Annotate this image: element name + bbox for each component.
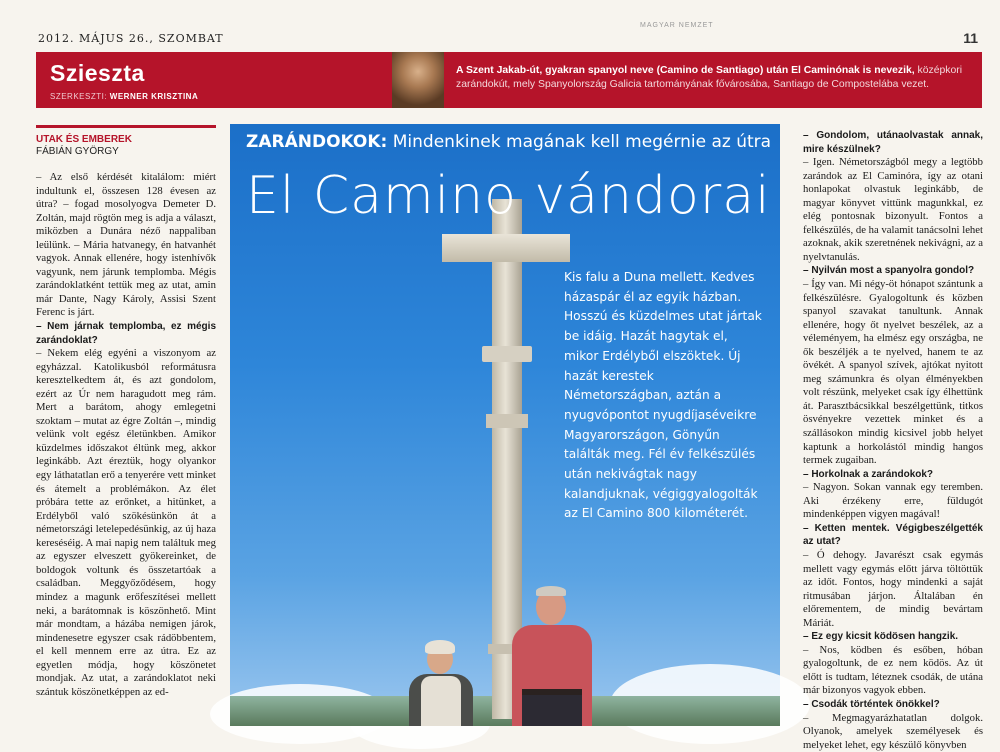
paragraph: – Nos, ködben és esőben, hóban gyalogoltunk, de ez nem ködös. Az út előtt is tudtam, léteznek csodák, de utána már bizonyos vagyok ebben. — [803, 643, 983, 697]
kicker — [246, 132, 771, 152]
banner-blurb-normal: középkori zarándokút, mely Spanyolország Galicia tartományának fővárosába, Santiago de Compostelába vezet. — [456, 65, 963, 90]
paragraph: – Igen. Németországból megy a legtöbb zarándok az El Caminóra, így az otani honlapokat olvastuk leginkább, de magyar könyvet vittünk magunkkal, ez elég pontosnak bizonyult. Fontos a felkészülés, de ha valamit tanácsolni lehet azoknak, akik szeretnének nekivágni, az a nyelvtanulás. — [803, 156, 983, 263]
lead-paragraph: Kis falu a Duna mellett. Kedves házaspár él az egyik házban. Hosszú és küzdelmes utat jártak be idáig. Hazát hagytak el, mikor Erdélyből elszöktek. Új hazát kerestek Németországban, aztán a nyugvópontot nyugdíjaséveikre Magyarországon, Gönyűn találták meg. Fél év felkészülés után nekivágtak nagy kalandjuknak, végiggyalogolták az El Camino 800 kilométerét. — [564, 270, 762, 521]
woman-vest — [421, 676, 461, 726]
section-banner — [36, 52, 982, 108]
woman-hair — [425, 640, 455, 654]
paragraph: – Így van. Mi négy-öt hónapot szántunk a felkészülésre. Gyalogoltunk és közben spanyol szavakat tanultunk. Annak ellenére, hogy őt nyelvet beszélek, az a véleményem, ha elmész egy országba, ne ők beszéljék a te nyelved, hanem te az övékét. A spanyol szívek, ajtókat nyitott meg számunkra és olyan élményekben volt részünk, melyeket csak így élhettünk át. Parasztbácsikkal beszélgettünk, titkos ösvényekre vezettek minket és a szállásokon mindig kicsivel jobb helyet kaptunk a horkolástól mindig hangos termek zugaiban. — [803, 278, 983, 467]
rubric-divider — [36, 125, 216, 128]
masthead-small: MAGYAR NEMZET — [640, 22, 714, 29]
article-body-right — [803, 129, 983, 752]
kicker-text: Mindenkinek magának kell megérnie az útra — [392, 132, 772, 152]
paragraph: – Nagyon. Sokan vannak egy teremben. Aki érzékeny erre, füldugót mindenképpen vigyen magával! — [803, 481, 983, 521]
page-number: 11 — [963, 30, 978, 46]
question: – Nem járnak templomba, ez mégis zarándoklat? — [36, 321, 216, 346]
banner-blurb-bold: A Szent Jakab-út, gyakran spanyol neve (Camino de Santiago) után El Caminónak is nevezik, — [456, 65, 915, 76]
editor-label: SZERKESZTI: — [50, 92, 108, 101]
author-byline: FÁBIÁN GYÖRGY — [36, 146, 119, 157]
section-title: Szieszta — [50, 60, 145, 86]
issue-date: 2012. MÁJUS 26., SZOMBAT — [38, 32, 224, 45]
question: – Ketten mentek. Végigbeszélgették az utat? — [803, 522, 983, 548]
question: – Csodák történtek önökkel? — [803, 698, 940, 710]
man-pilgrim — [508, 589, 596, 726]
paragraph: – Az első kérdését kitalálom: miért indultunk el, összesen 128 évesen az útra? – fogad mosolyogva Demeter D. Zoltán, majd rögtön meg is adja a választ, miközben a Dunára néző nappaliban leülünk. – Mária hatvanegy, én hatvanhét vagyok. Annak ellenére, hogy istenhívők vagyunk, nem járunk templomba. Mégis zarándoklatként tettük meg az utat, amin már Dante, Nagy Károly, Assisi Szent Ferenc is járt. — [36, 171, 216, 319]
man-trousers — [522, 695, 582, 726]
left-column — [36, 125, 216, 699]
question: – Horkolnak a zarándokok? — [803, 468, 934, 480]
section-editor — [50, 92, 198, 101]
woman-pilgrim — [405, 644, 477, 726]
banner-blurb — [456, 64, 976, 92]
stone-cross-band — [486, 414, 528, 428]
headline: El Camino vándorai — [246, 166, 771, 226]
paragraph: – Nekem elég egyéni a viszonyom az egyházzal. Katolikusból reformátusra keresztelkedtem át, és azt gondolom, ezért az Úr nem haragudott meg rám. Mert a barátom, ahogy emlegetni szoktam – mutat az égre Zoltán –, mindig velünk volt egész életünkben. Amikor küzdelmes időszakot éltünk meg, akkor leginkább. Azt éreztük, hogy olyankor egy láthatatlan erő a tenyerére vett minket és átemelt a problémákon. Az élet próbára tette az erőnket, a hitünket, a Erdélyből való szökésünkön át a németországi letelepedésünkig, az új haza kereséséig. A mai napig nem találtuk meg az egyszer elveszett gyökereinket, de boldogok voltunk és összetartóak a családban. Meggyőződésem, hogy mindez a magunk erőfeszítései mellett neki, a barátomnak is köszönhető. Mint már mondtam, a házába nemigen járok, mindenesetre egyszer csak rádöbbentem, el kell mennem erre az útra. Ez az egyetlen módja, hogy köszönetet mondjak. Az utat, a zarándoklatot neki szántuk köszönetképpen az ed- — [36, 347, 216, 698]
stone-cross-capital — [482, 346, 532, 362]
statue-photo — [392, 52, 444, 108]
question: – Ez egy kicsit ködösen hangzik. — [803, 631, 959, 643]
rubric: UTAK ÉS EMBEREK — [36, 134, 132, 145]
editor-name: WERNER KRISZTINA — [109, 92, 199, 101]
paragraph: – Megmagyarázhatatlan dolgok. Olyanok, amelyek személyesek és melyeket lehet, egy készülő könyvben — [803, 711, 983, 751]
right-column — [803, 125, 983, 752]
paragraph: – Ó dehogy. Javarészt csak egymás mellett vagy egymás előtt járva töltöttük az időt. Fontos, hogy mindenki a saját ritmusában járjon. Általában én előrementem, de mindig bevártam Máriát. — [803, 548, 983, 629]
man-hair — [536, 586, 566, 596]
kicker-label: ZARÁNDOKOK: — [246, 132, 388, 152]
question: – Gondolom, utánaolvastak annak, mire készülnek? — [803, 130, 983, 155]
feature-photo — [230, 124, 780, 726]
question: – Nyilván most a spanyolra gondol? — [803, 265, 975, 277]
stone-cross-arm — [442, 234, 570, 262]
article-body-left — [36, 171, 216, 699]
